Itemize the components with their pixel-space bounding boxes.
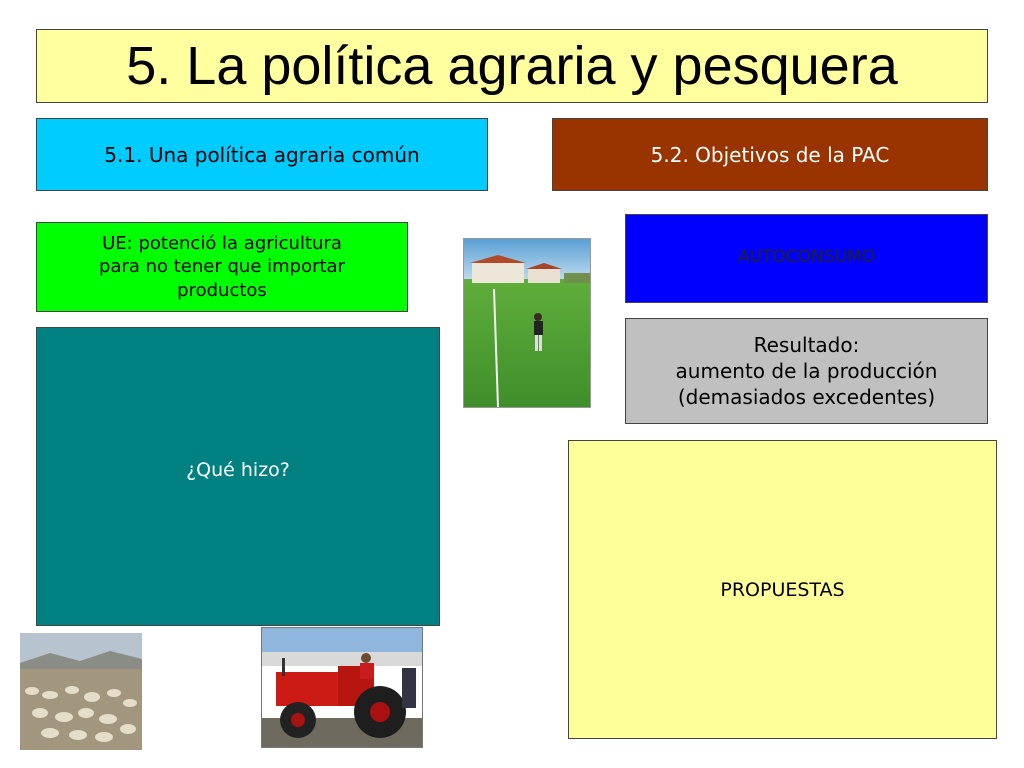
what-did-box: ¿Qué hizo? <box>36 327 440 626</box>
section-2-box: 5.2. Objetivos de la PAC <box>552 118 988 191</box>
sheep-flock-photo <box>20 633 142 750</box>
section-1-box: 5.1. Una política agraria común <box>36 118 488 191</box>
ue-box: UE: potenció la agricultura para no tener que importar productos <box>36 222 408 312</box>
slide-title: 5. La política agraria y pesquera <box>36 29 988 103</box>
result-box: Resultado: aumento de la producción (demasiados excedentes) <box>625 318 988 424</box>
autoconsumo-box: AUTOCONSUMO <box>625 214 988 303</box>
golf-course-photo <box>463 238 591 408</box>
red-tractor-photo <box>261 627 423 748</box>
proposals-box: PROPUESTAS <box>568 440 997 739</box>
